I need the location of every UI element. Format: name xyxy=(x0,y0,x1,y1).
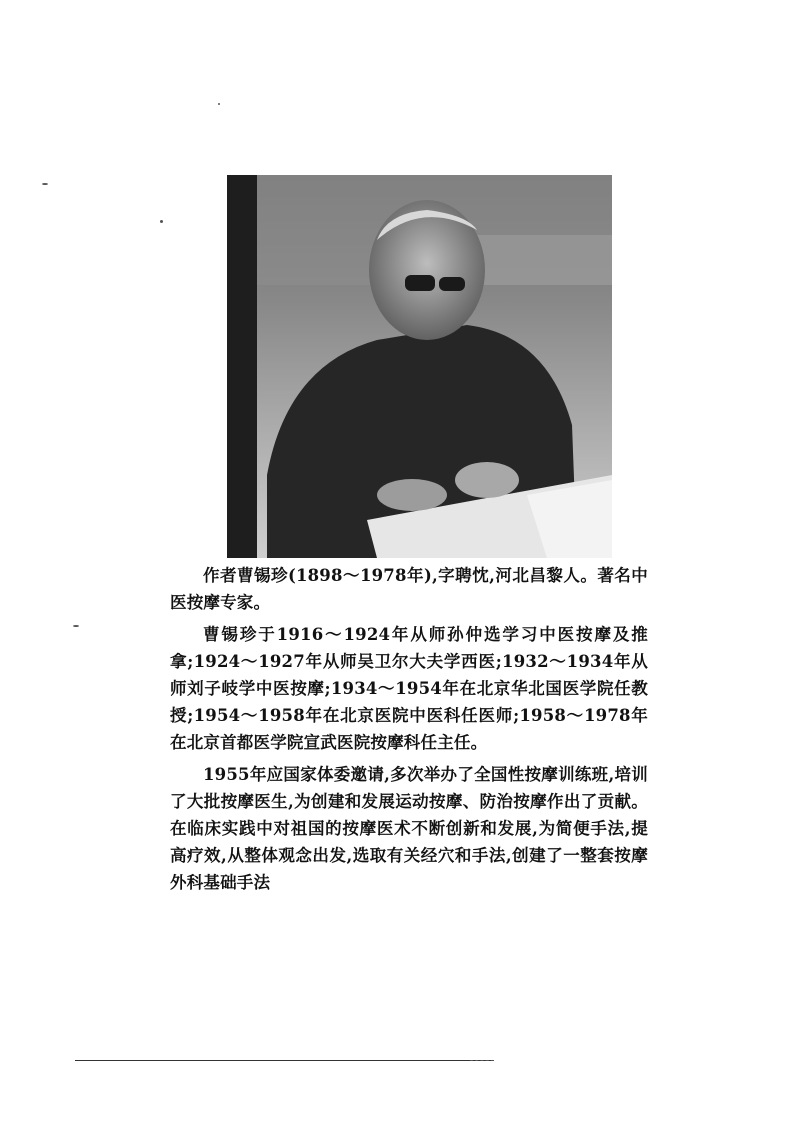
scan-speck xyxy=(218,103,220,105)
bio-paragraph-career: 曹锡珍于1916～1924年从师孙仲选学习中医按摩及推拿;1924～1927年从师吴卫尔大夫学西医;1932～1934年从师刘子岐学中医按摩;1934～1954年在北京华北国医学院任教授;1954～1958年在北京医院中医科任医师;1958～1978年在北京首都医学院宣武医院按摩科任主任。 xyxy=(170,625,648,752)
author-bio xyxy=(170,562,648,901)
scan-speck xyxy=(73,625,79,627)
scan-speck xyxy=(42,183,48,185)
author-portrait-photo xyxy=(227,175,612,558)
scan-speck xyxy=(160,220,163,223)
bio-paragraph-contributions: 1955年应国家体委邀请,多次举办了全国性按摩训练班,培训了大批按摩医生,为创建和发展运动按摩、防治按摩作出了贡献。在临床实践中对祖国的按摩医术不断创新和发展,为简便手法,提高疗效,从整体观念出发,选取有关经穴和手法,创建了一整套按摩外科基础手法 xyxy=(170,765,648,892)
footer-rule-dash xyxy=(470,1060,494,1061)
photo-caption: 作者曹锡珍(1898～1978年),字聘忱,河北昌黎人。著名中医按摩专家。 xyxy=(170,566,648,612)
footer-rule xyxy=(75,1060,493,1061)
